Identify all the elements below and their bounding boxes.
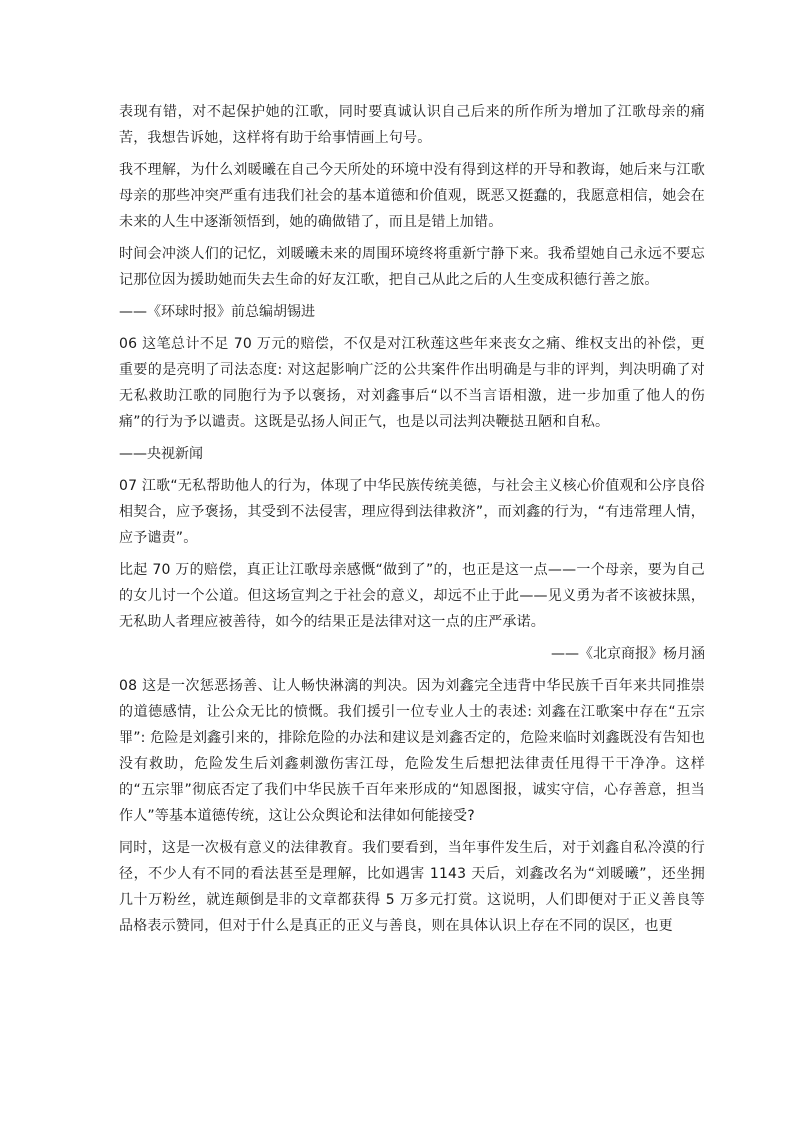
paragraph-08: 08 这是一次惩恶扬善、让人畅快淋漓的判决。因为刘鑫完全违背中华民族千百年来共同推崇的道德感情，让公众无比的愤慨。我们援引一位专业人士的表述: 刘鑫在江歌案中存在“五宗罪”: 危险是刘鑫引来的，排除危险的办法和建议是刘鑫否定的，危险来临时刘鑫既没有告知也没有救助，危险发生后刘鑫刺激伤害江母，危险发生后想把法律责任甩得干干净净。这样的“五宗罪”彻底否定了我们中华民族千百年来形成的“知恩图报，诚实守信，心存善意，担当作人”等基本道德传统，这让公众舆论和法律如何能接受?	[119, 678, 705, 824]
paragraph-07: 07 江歌“无私帮助他人的行为，体现了中华民族传统美德，与社会主义核心价值观和公序良俗相契合，应予褒扬，其受到不法侵害，理应得到法律救济”，而刘鑫的行为，“有违常理人情，应予谴责”。	[119, 478, 705, 546]
paragraph-2: 我不理解，为什么刘暖曦在自己今天所处的环境中没有得到这样的开导和教诲，她后来与江歌母亲的那些冲突严重有违我们社会的基本道德和价值观，既恶又挺蠢的，我愿意相信，她会在未来的人生中逐渐领悟到，她的确做错了，而且是错上加错。	[119, 162, 705, 230]
source-attribution-beijing-business: ——《北京商报》杨月涵	[551, 646, 705, 662]
paragraph-06: 06 这笔总计不足 70 万元的赔偿，不仅是对江秋莲这些年来丧女之痛、维权支出的补偿，更重要的是亮明了司法态度: 对这起影响广泛的公共案件作出明确是与非的评判，判决明确了对无私救助江歌的同胞行为予以褒扬，对刘鑫事后“以不当言语相激，进一步加重了他人的伤痛”的行为予以谴责。这既是弘扬人间正气，也是以司法判决鞭挞丑陋和自私。	[119, 336, 705, 430]
paragraph-1: 表现有错，对不起保护她的江歌，同时要真诚认识自己后来的所作所为增加了江歌母亲的痛苦，我想告诉她，这样将有助于给事情画上句号。	[119, 104, 705, 146]
source-attribution-cctv: ——央视新闻	[119, 446, 203, 462]
document-body	[119, 99, 705, 945]
paragraph-07-cont: 比起 70 万的赔偿，真正让江歌母亲感慨“做到了”的，也正是这一点——一个母亲，要为自己的女儿讨一个公道。但这场宣判之于社会的意义，却远不止于此——见义勇为者不该被抹黑，无私助人者理应被善待，如今的结果正是法律对这一点的庄严承诺。	[119, 562, 705, 630]
source-attribution-huxijin: ——《环球时报》前总编胡锡进	[119, 304, 315, 320]
paragraph-08-cont: 同时，这是一次极有意义的法律教育。我们要看到，当年事件发生后，对于刘鑫自私冷漠的行径，不少人有不同的看法甚至是理解，比如遇害 1143 天后，刘鑫改名为“刘暖曦”，还坐拥几十万粉丝，就连颠倒是非的文章都获得 5 万多元打赏。这说明，人们即便对于正义善良等品格表示赞同，但对于什么是真正的正义与善良，则在具体认识上存在不同的误区，也更	[119, 840, 705, 934]
paragraph-3: 时间会冲淡人们的记忆，刘暖曦未来的周围环境终将重新宁静下来。我希望她自己永远不要忘记那位因为援助她而失去生命的好友江歌，把自己从此之后的人生变成积德行善之旅。	[119, 246, 705, 288]
